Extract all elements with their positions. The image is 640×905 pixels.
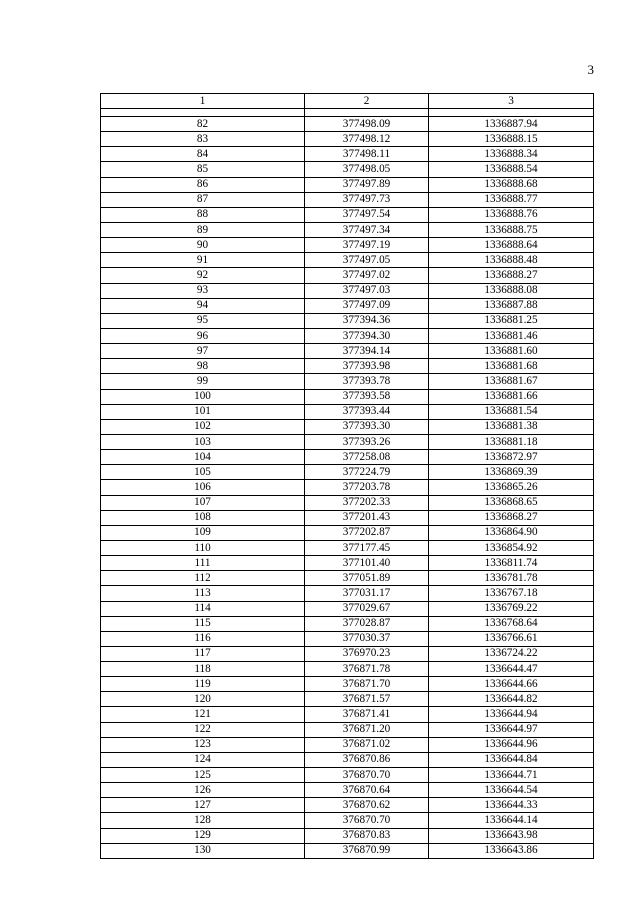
point-number-cell: 87 — [101, 192, 305, 207]
y-coordinate-cell: 1336644.47 — [429, 662, 594, 677]
table-row — [101, 540, 594, 555]
x-coordinate-cell: 376870.83 — [305, 828, 429, 843]
y-coordinate-cell: 1336881.25 — [429, 313, 594, 328]
y-coordinate-cell: 1336887.88 — [429, 298, 594, 313]
table-row — [101, 631, 594, 646]
coordinates-table — [100, 93, 594, 859]
table-row — [101, 662, 594, 677]
y-coordinate-cell: 1336644.84 — [429, 752, 594, 767]
y-coordinate-cell: 1336887.94 — [429, 117, 594, 132]
x-coordinate-cell: 377497.03 — [305, 283, 429, 298]
point-number-cell: 94 — [101, 298, 305, 313]
point-number-cell: 86 — [101, 177, 305, 192]
point-number-cell: 107 — [101, 495, 305, 510]
point-number-cell: 112 — [101, 571, 305, 586]
table-row — [101, 419, 594, 434]
point-number-cell: 102 — [101, 419, 305, 434]
point-number-cell: 83 — [101, 132, 305, 147]
point-number-cell: 92 — [101, 268, 305, 283]
table-row — [101, 707, 594, 722]
point-number-cell: 130 — [101, 843, 305, 858]
x-coordinate-cell: 377031.17 — [305, 586, 429, 601]
x-coordinate-cell: 377498.05 — [305, 162, 429, 177]
table-body — [101, 109, 594, 859]
y-coordinate-cell: 1336644.33 — [429, 798, 594, 813]
y-coordinate-cell: 1336888.76 — [429, 207, 594, 222]
point-number-cell: 123 — [101, 737, 305, 752]
table-row — [101, 616, 594, 631]
x-coordinate-cell: 377497.09 — [305, 298, 429, 313]
point-number-cell: 117 — [101, 646, 305, 661]
table-row — [101, 147, 594, 162]
column-header-2: 2 — [305, 94, 429, 109]
y-coordinate-cell: 1336643.98 — [429, 828, 594, 843]
point-number-cell: 113 — [101, 586, 305, 601]
point-number-cell: 93 — [101, 283, 305, 298]
table-row — [101, 586, 594, 601]
x-coordinate-cell: 376871.02 — [305, 737, 429, 752]
table-row — [101, 510, 594, 525]
point-number-cell: 119 — [101, 677, 305, 692]
x-coordinate-cell: 376870.70 — [305, 813, 429, 828]
table-row — [101, 207, 594, 222]
x-coordinate-cell: 377498.09 — [305, 117, 429, 132]
table-row — [101, 722, 594, 737]
y-coordinate-cell: 1336888.68 — [429, 177, 594, 192]
x-coordinate-cell: 377497.19 — [305, 238, 429, 253]
x-coordinate-cell: 377201.43 — [305, 510, 429, 525]
point-number-cell: 91 — [101, 253, 305, 268]
y-coordinate-cell: 1336768.64 — [429, 616, 594, 631]
point-number-cell: 85 — [101, 162, 305, 177]
x-coordinate-cell: 377393.26 — [305, 434, 429, 449]
y-coordinate-cell: 1336766.61 — [429, 631, 594, 646]
table-row — [101, 117, 594, 132]
y-coordinate-cell: 1336781.78 — [429, 571, 594, 586]
x-coordinate-cell: 376870.64 — [305, 783, 429, 798]
point-number-cell: 110 — [101, 540, 305, 555]
y-coordinate-cell: 1336881.38 — [429, 419, 594, 434]
table-row — [101, 752, 594, 767]
x-coordinate-cell: 377497.05 — [305, 253, 429, 268]
table-row — [101, 571, 594, 586]
x-coordinate-cell: 377224.79 — [305, 465, 429, 480]
table-row — [101, 434, 594, 449]
x-coordinate-cell: 377497.54 — [305, 207, 429, 222]
y-coordinate-cell: 1336888.54 — [429, 162, 594, 177]
table-row — [101, 404, 594, 419]
table-row — [101, 192, 594, 207]
point-number-cell: 100 — [101, 389, 305, 404]
y-coordinate-cell: 1336644.71 — [429, 768, 594, 783]
table-row — [101, 359, 594, 374]
x-coordinate-cell: 377393.58 — [305, 389, 429, 404]
y-coordinate-cell: 1336881.68 — [429, 359, 594, 374]
point-number-cell: 84 — [101, 147, 305, 162]
x-coordinate-cell: 376870.99 — [305, 843, 429, 858]
y-coordinate-cell: 1336644.66 — [429, 677, 594, 692]
x-coordinate-cell: 376870.70 — [305, 768, 429, 783]
x-coordinate-cell: 377498.12 — [305, 132, 429, 147]
x-coordinate-cell: 377393.44 — [305, 404, 429, 419]
table-row — [101, 162, 594, 177]
point-number-cell: 128 — [101, 813, 305, 828]
x-coordinate-cell: 376870.86 — [305, 752, 429, 767]
x-coordinate-cell: 376871.41 — [305, 707, 429, 722]
x-coordinate-cell: 376871.20 — [305, 722, 429, 737]
y-coordinate-cell: 1336881.46 — [429, 328, 594, 343]
table-row — [101, 283, 594, 298]
table-spacer-row — [101, 109, 594, 117]
point-number-cell: 101 — [101, 404, 305, 419]
y-coordinate-cell: 1336888.48 — [429, 253, 594, 268]
table-row — [101, 450, 594, 465]
table-row — [101, 828, 594, 843]
table-row — [101, 768, 594, 783]
table-row — [101, 646, 594, 661]
x-coordinate-cell: 377394.30 — [305, 328, 429, 343]
x-coordinate-cell: 377028.87 — [305, 616, 429, 631]
table-row — [101, 374, 594, 389]
y-coordinate-cell: 1336644.97 — [429, 722, 594, 737]
x-coordinate-cell: 377393.78 — [305, 374, 429, 389]
point-number-cell: 103 — [101, 434, 305, 449]
y-coordinate-cell: 1336881.18 — [429, 434, 594, 449]
point-number-cell: 121 — [101, 707, 305, 722]
table-row — [101, 313, 594, 328]
table-row — [101, 132, 594, 147]
x-coordinate-cell: 377029.67 — [305, 601, 429, 616]
point-number-cell: 105 — [101, 465, 305, 480]
y-coordinate-cell: 1336888.27 — [429, 268, 594, 283]
x-coordinate-cell: 377051.89 — [305, 571, 429, 586]
y-coordinate-cell: 1336865.26 — [429, 480, 594, 495]
point-number-cell: 114 — [101, 601, 305, 616]
x-coordinate-cell: 377393.98 — [305, 359, 429, 374]
point-number-cell: 116 — [101, 631, 305, 646]
table-row — [101, 222, 594, 237]
point-number-cell: 111 — [101, 556, 305, 571]
table-row — [101, 465, 594, 480]
table-row — [101, 798, 594, 813]
x-coordinate-cell: 377497.02 — [305, 268, 429, 283]
y-coordinate-cell: 1336888.75 — [429, 222, 594, 237]
point-number-cell: 126 — [101, 783, 305, 798]
point-number-cell: 88 — [101, 207, 305, 222]
y-coordinate-cell: 1336868.65 — [429, 495, 594, 510]
y-coordinate-cell: 1336644.54 — [429, 783, 594, 798]
column-header-3: 3 — [429, 94, 594, 109]
y-coordinate-cell: 1336881.54 — [429, 404, 594, 419]
y-coordinate-cell: 1336864.90 — [429, 525, 594, 540]
table-row — [101, 737, 594, 752]
table-row — [101, 298, 594, 313]
table-row — [101, 692, 594, 707]
table-row — [101, 480, 594, 495]
x-coordinate-cell: 377202.33 — [305, 495, 429, 510]
point-number-cell: 120 — [101, 692, 305, 707]
x-coordinate-cell: 377497.34 — [305, 222, 429, 237]
x-coordinate-cell: 376871.78 — [305, 662, 429, 677]
y-coordinate-cell: 1336854.92 — [429, 540, 594, 555]
table-row — [101, 344, 594, 359]
column-header-1: 1 — [101, 94, 305, 109]
table-row — [101, 677, 594, 692]
y-coordinate-cell: 1336767.18 — [429, 586, 594, 601]
y-coordinate-cell: 1336888.15 — [429, 132, 594, 147]
point-number-cell: 104 — [101, 450, 305, 465]
table-row — [101, 813, 594, 828]
point-number-cell: 129 — [101, 828, 305, 843]
y-coordinate-cell: 1336644.94 — [429, 707, 594, 722]
y-coordinate-cell: 1336881.66 — [429, 389, 594, 404]
y-coordinate-cell: 1336644.82 — [429, 692, 594, 707]
x-coordinate-cell: 377394.14 — [305, 344, 429, 359]
y-coordinate-cell: 1336644.14 — [429, 813, 594, 828]
point-number-cell: 118 — [101, 662, 305, 677]
y-coordinate-cell: 1336881.60 — [429, 344, 594, 359]
table-row — [101, 238, 594, 253]
point-number-cell: 109 — [101, 525, 305, 540]
point-number-cell: 95 — [101, 313, 305, 328]
page-number: 3 — [587, 62, 594, 77]
table-row — [101, 495, 594, 510]
x-coordinate-cell: 377177.45 — [305, 540, 429, 555]
x-coordinate-cell: 376871.70 — [305, 677, 429, 692]
y-coordinate-cell: 1336724.22 — [429, 646, 594, 661]
point-number-cell: 96 — [101, 328, 305, 343]
table-row — [101, 525, 594, 540]
y-coordinate-cell: 1336888.77 — [429, 192, 594, 207]
point-number-cell: 125 — [101, 768, 305, 783]
x-coordinate-cell: 377498.11 — [305, 147, 429, 162]
point-number-cell: 99 — [101, 374, 305, 389]
y-coordinate-cell: 1336769.22 — [429, 601, 594, 616]
point-number-cell: 98 — [101, 359, 305, 374]
table-row — [101, 253, 594, 268]
table-row — [101, 177, 594, 192]
point-number-cell: 82 — [101, 117, 305, 132]
table-row — [101, 389, 594, 404]
table-row — [101, 843, 594, 858]
y-coordinate-cell: 1336881.67 — [429, 374, 594, 389]
point-number-cell: 127 — [101, 798, 305, 813]
table-header-row — [101, 94, 594, 109]
point-number-cell: 90 — [101, 238, 305, 253]
y-coordinate-cell: 1336888.08 — [429, 283, 594, 298]
point-number-cell: 89 — [101, 222, 305, 237]
x-coordinate-cell: 377497.73 — [305, 192, 429, 207]
point-number-cell: 124 — [101, 752, 305, 767]
point-number-cell: 108 — [101, 510, 305, 525]
table-row — [101, 556, 594, 571]
x-coordinate-cell: 377030.37 — [305, 631, 429, 646]
table-row — [101, 268, 594, 283]
y-coordinate-cell: 1336868.27 — [429, 510, 594, 525]
point-number-cell: 106 — [101, 480, 305, 495]
x-coordinate-cell: 377393.30 — [305, 419, 429, 434]
y-coordinate-cell: 1336872.97 — [429, 450, 594, 465]
point-number-cell: 122 — [101, 722, 305, 737]
x-coordinate-cell: 377394.36 — [305, 313, 429, 328]
x-coordinate-cell: 376870.62 — [305, 798, 429, 813]
x-coordinate-cell: 376871.57 — [305, 692, 429, 707]
x-coordinate-cell: 377497.89 — [305, 177, 429, 192]
x-coordinate-cell: 376970.23 — [305, 646, 429, 661]
y-coordinate-cell: 1336811.74 — [429, 556, 594, 571]
table-row — [101, 328, 594, 343]
x-coordinate-cell: 377101.40 — [305, 556, 429, 571]
y-coordinate-cell: 1336888.34 — [429, 147, 594, 162]
y-coordinate-cell: 1336869.39 — [429, 465, 594, 480]
table-row — [101, 601, 594, 616]
y-coordinate-cell: 1336888.64 — [429, 238, 594, 253]
x-coordinate-cell: 377202.87 — [305, 525, 429, 540]
y-coordinate-cell: 1336643.86 — [429, 843, 594, 858]
point-number-cell: 115 — [101, 616, 305, 631]
point-number-cell: 97 — [101, 344, 305, 359]
x-coordinate-cell: 377203.78 — [305, 480, 429, 495]
y-coordinate-cell: 1336644.96 — [429, 737, 594, 752]
x-coordinate-cell: 377258.08 — [305, 450, 429, 465]
table-row — [101, 783, 594, 798]
